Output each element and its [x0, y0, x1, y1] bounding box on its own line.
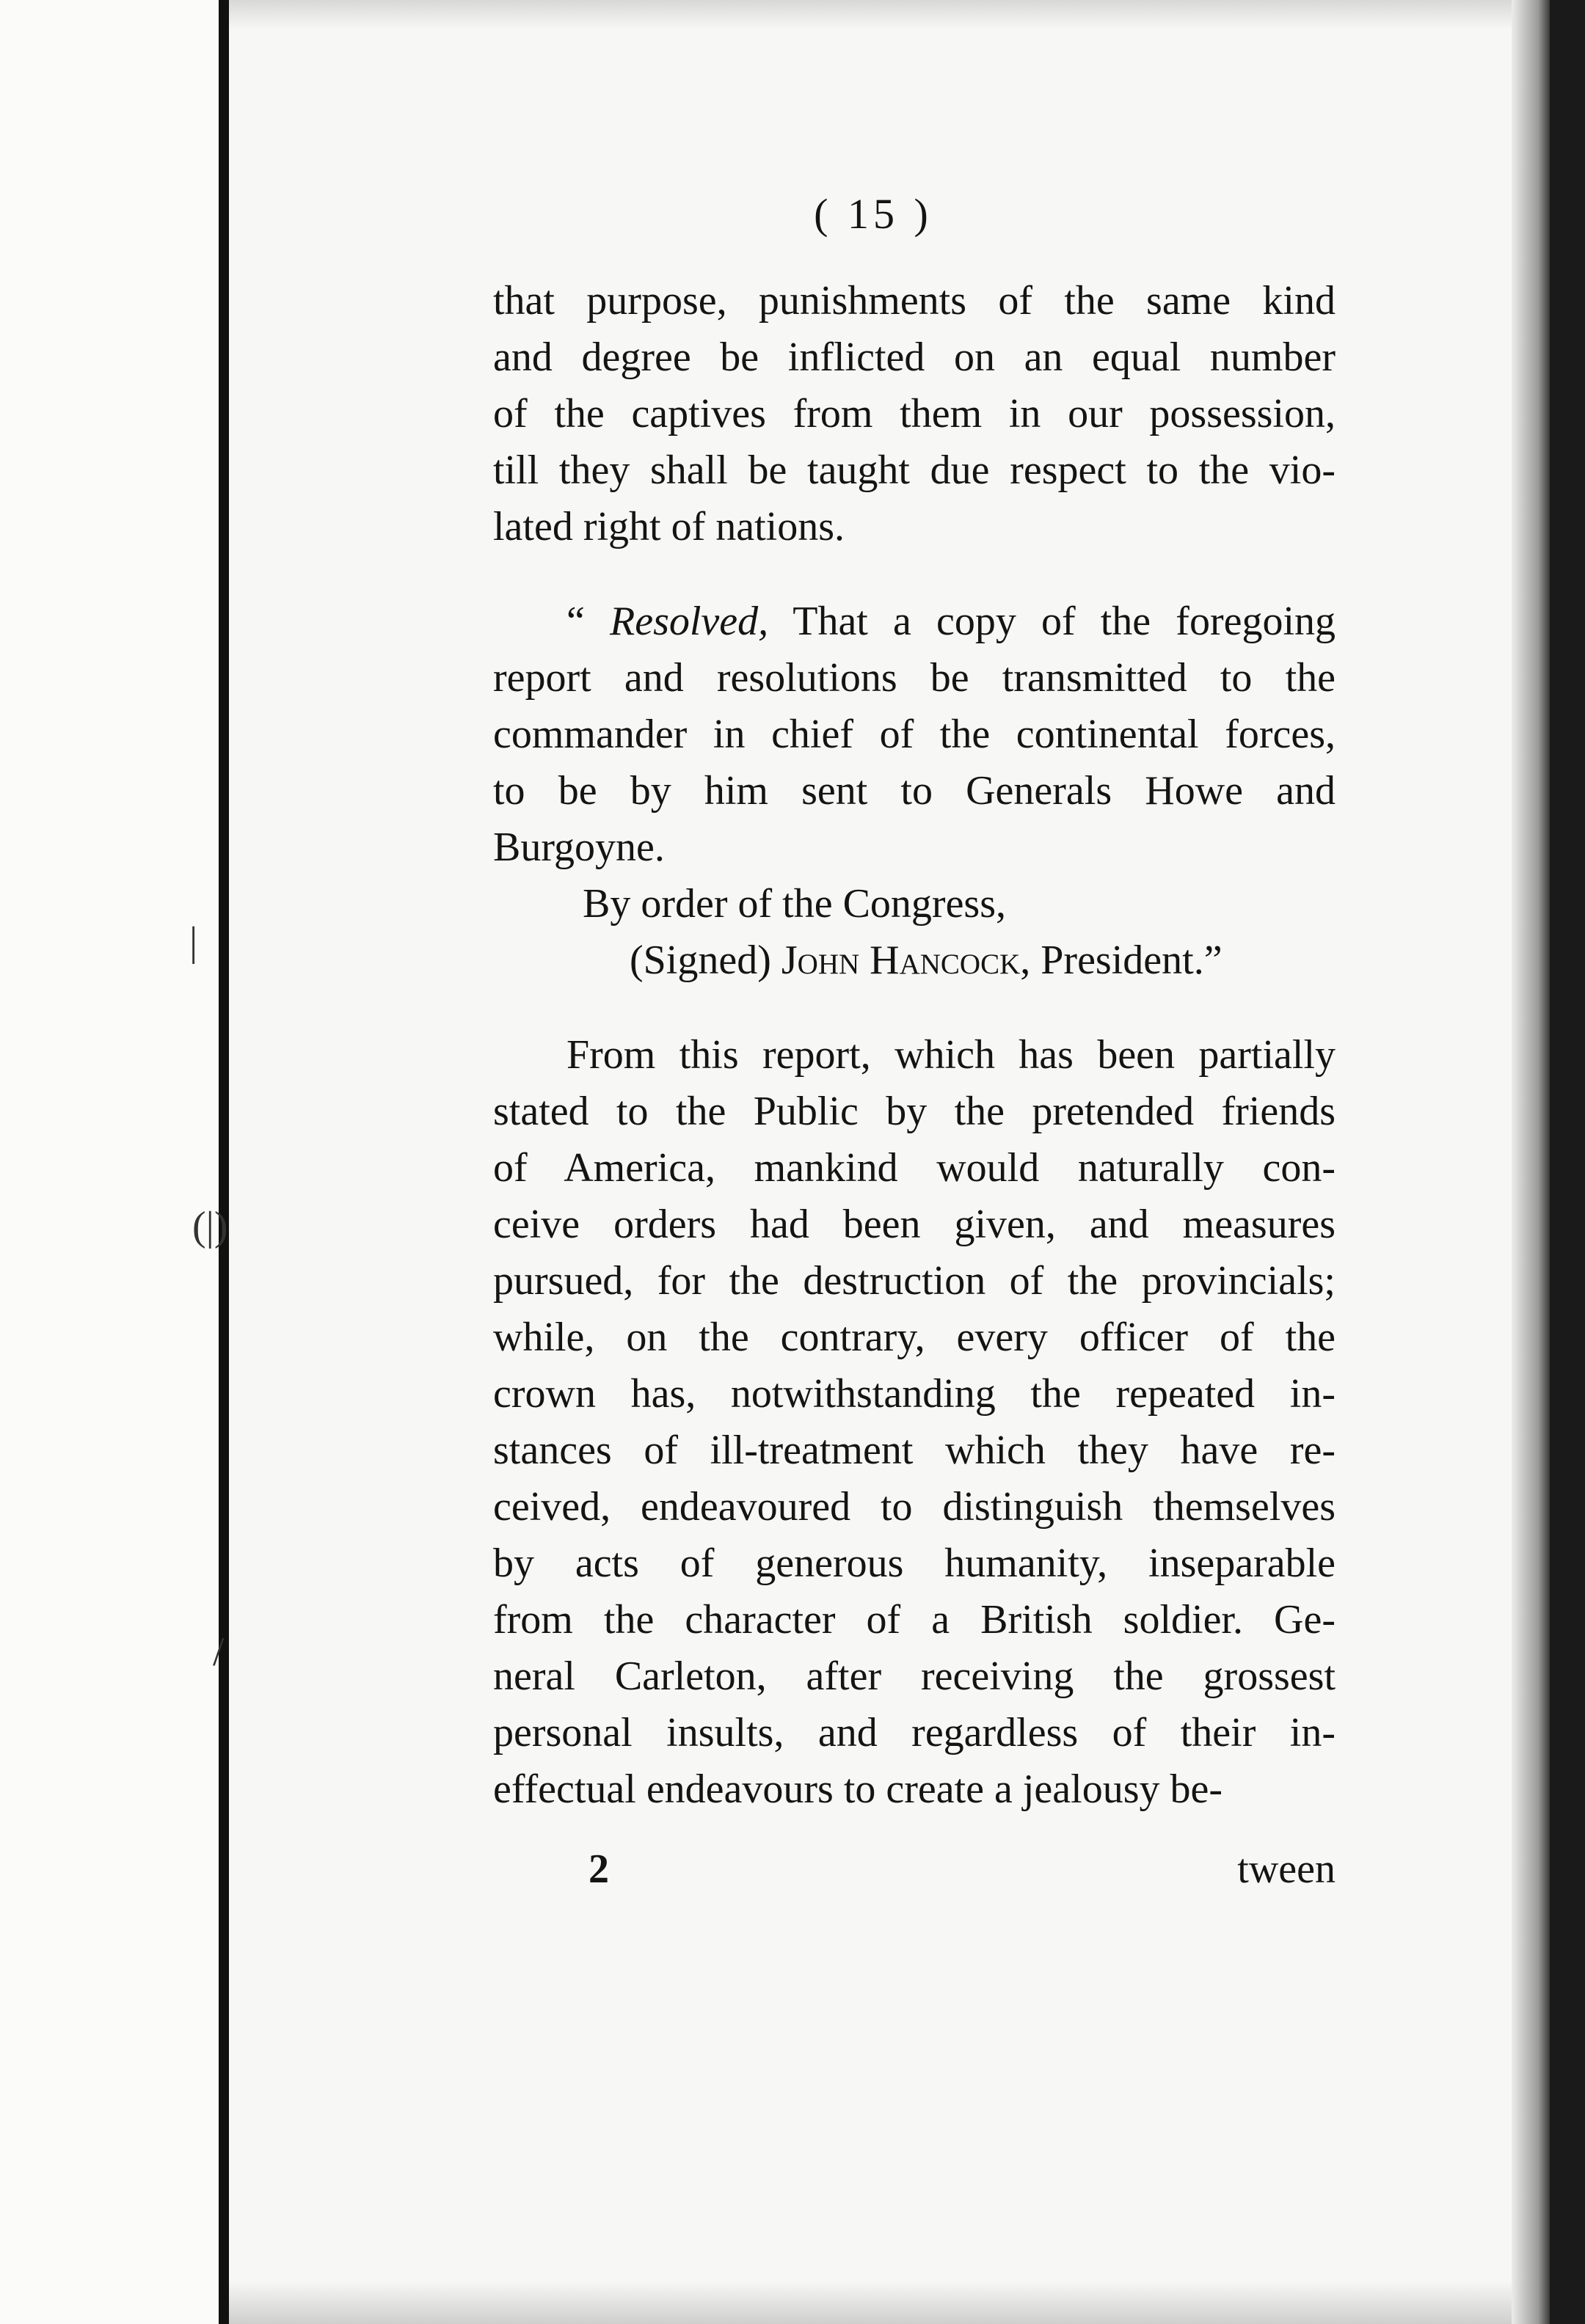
resolved-word: Resolved, — [610, 599, 769, 644]
margin-mark: | — [189, 919, 198, 965]
top-shadow — [229, 0, 1550, 29]
binding-gutter — [219, 0, 229, 2324]
page-footer — [493, 1841, 1336, 1898]
margin-mark: (|) — [192, 1204, 228, 1249]
margin-mark: / — [213, 1629, 225, 1675]
text-line: and degree be inflicted on an equal number — [493, 335, 1336, 380]
text-line: From this report, which has been partially — [566, 1032, 1336, 1078]
text-line: report and resolutions be transmitted to the — [493, 655, 1336, 701]
text-line: stances of ill-treatment which they have re- — [493, 1428, 1336, 1473]
text-line: ceived, endeavoured to distinguish themselves — [493, 1484, 1336, 1530]
text-line: stated to the Public by the pretended friends — [493, 1089, 1336, 1134]
text-line: by acts of generous humanity, inseparable — [493, 1541, 1336, 1586]
paragraph-3 — [493, 1027, 1336, 1818]
text-line: that purpose, punishments of the same kind — [493, 278, 1336, 324]
text-line: from the character of a British soldier. Ge- — [493, 1597, 1336, 1642]
text-line: ceive orders had been given, and measures — [493, 1202, 1336, 1247]
text-line: personal insults, and regardless of their in- — [493, 1710, 1336, 1755]
text-line: lated right of nations. — [493, 504, 845, 549]
paragraph-2 — [493, 593, 1336, 876]
text-line: while, on the contrary, every officer of the — [493, 1315, 1336, 1360]
text-line: crown has, notwithstanding the repeated in- — [493, 1371, 1336, 1417]
signer-name: John Hancock — [781, 938, 1021, 983]
page-number: ( 15 ) — [814, 190, 933, 238]
bottom-shadow — [229, 2281, 1550, 2324]
paragraph-1 — [493, 273, 1336, 555]
signature-mark: 2 — [589, 1846, 609, 1892]
text-line: pursued, for the destruction of the provincials; — [493, 1258, 1336, 1304]
signature-line: (Signed) John Hancock, President.” — [630, 938, 1223, 983]
text-line: of the captives from them in our possession, — [493, 391, 1336, 436]
body-text — [493, 273, 1336, 1818]
text-line: neral Carleton, after receiving the grossest — [493, 1654, 1336, 1699]
text-line: of America, mankind would naturally con- — [493, 1145, 1336, 1191]
catchword: tween — [1237, 1846, 1336, 1892]
text-line: to be by him sent to Generals Howe and — [493, 768, 1336, 814]
text-line: “ Resolved, That a copy of the foregoing — [566, 599, 1336, 644]
text-line: effectual endeavours to create a jealousy be- — [493, 1766, 1223, 1812]
order-line: By order of the Congress, — [583, 881, 1007, 927]
left-page-margin — [0, 0, 220, 2324]
page-edge-shadow — [1512, 0, 1550, 2324]
text-line: till they shall be taught due respect to the vio- — [493, 447, 1336, 493]
text-line: commander in chief of the continental forces, — [493, 712, 1336, 757]
text-line: Burgoyne. — [493, 825, 665, 870]
